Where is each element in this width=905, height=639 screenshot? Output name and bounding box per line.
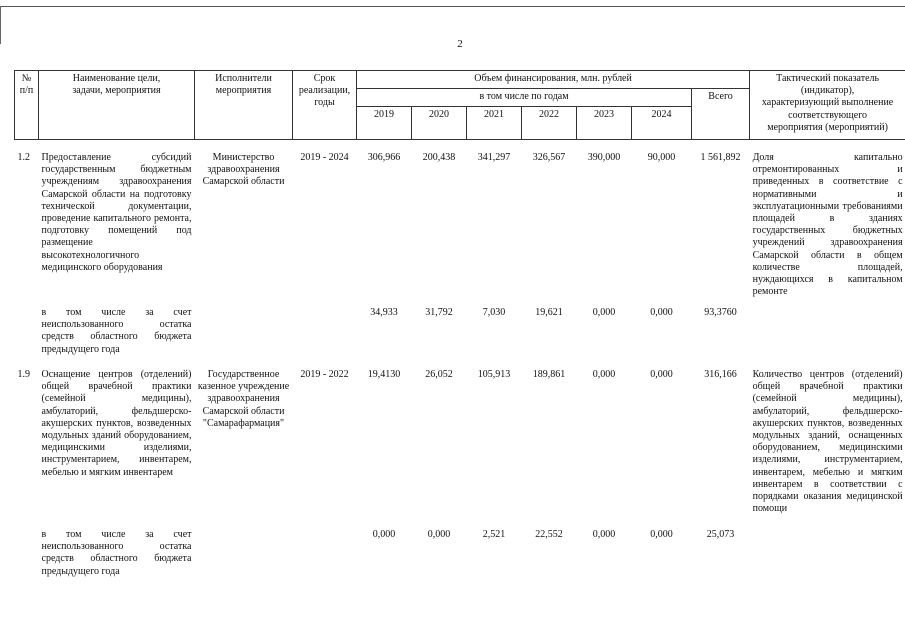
header-total: Всего: [692, 89, 750, 140]
table-row: [15, 357, 905, 529]
header-year: 2022: [522, 107, 577, 140]
row-value-2021: 105,913: [477, 369, 511, 380]
row-num: [15, 307, 39, 357]
page-number: 2: [457, 38, 463, 50]
row-value-2019: 0,000: [372, 529, 396, 540]
header-num: № п/п: [15, 71, 39, 140]
row-indicator: Количество центров (отделений) общей врачебной практики (семейной медицины), амбулаторий, фельдшерско-акушерских пунктов, возведенных модульных зданий, оснащенных оборудованием, медицинскими изделиями, инструментарием, инвентарем, мебелью и мягким инвентарем в соответствии с порядками оказания медицинской помощи: [752, 369, 903, 515]
table-row: [15, 140, 905, 308]
table-row: [15, 307, 905, 357]
row-value-2020: 200,438: [422, 152, 456, 163]
row-executor: Министерство здравоохранения Самарской области: [202, 152, 285, 188]
row-value-2019: 34,933: [370, 307, 398, 318]
row-executor: Государственное казенное учреждение здравоохранения Самарской области "Самарафармация": [197, 369, 290, 429]
row-period: [293, 529, 357, 579]
row-period: 2019 - 2022: [300, 369, 349, 380]
row-value-2021: 341,297: [477, 152, 511, 163]
header-by-years: в том числе по годам: [357, 89, 692, 107]
row-executor: [195, 529, 293, 579]
row-name: Оснащение центров (отделений) общей врачебной практики (семейной медицины), амбулаторий, фельдшерско-акушерских пунктов, возведенных модульных зданий оборудованием, медицинскими изделиями, инструментарием, инвентарем, мебелью и мягким инвентарем: [41, 369, 192, 478]
table-row: [15, 529, 905, 579]
row-value-2023: 0,000: [592, 307, 616, 318]
row-value-2024: 90,000: [647, 152, 676, 163]
header-year: 2023: [577, 107, 632, 140]
row-name: в том числе за счет неиспользованного остатка средств областного бюджета предыдущего года: [41, 307, 192, 355]
row-value-2020: 31,792: [425, 307, 453, 318]
header-funding: Объем финансирования, млн. рублей: [357, 71, 750, 89]
header-year: 2019: [357, 107, 412, 140]
header-indicator: Тактический показатель (индикатор), характеризующий выполнение соответствующего мероприятия (мероприятий): [750, 71, 905, 140]
row-value-2024: 0,000: [650, 307, 673, 318]
row-name: в том числе за счет неиспользованного остатка средств областного бюджета предыдущего года: [41, 529, 192, 577]
row-value-2019: 306,966: [367, 152, 401, 163]
row-value-2023: 0,000: [592, 369, 616, 380]
row-value-2022: 326,567: [532, 152, 566, 163]
row-value-2022: 189,861: [532, 369, 566, 380]
row-indicator: Доля капитально отремонтированных и приведенных в соответствие с нормативными и эксплуатационными требованиями площадей в зданиях государственных бюджетных учреждений здравоохранения Самарской области в общем количестве площадей, нуждающихся в капитальном ремонте: [752, 152, 903, 298]
row-period: 2019 - 2024: [300, 152, 349, 163]
row-total: 1 561,892: [700, 152, 741, 163]
row-indicator: [750, 529, 905, 579]
page-edge-left: [0, 6, 1, 44]
header-period: Срок реализации, годы: [293, 71, 357, 140]
row-total: 316,166: [704, 369, 737, 380]
row-num: 1.9: [17, 369, 30, 380]
row-total: 25,073: [706, 529, 735, 540]
funding-table: [14, 70, 905, 579]
row-num: 1.2: [17, 152, 30, 163]
header-executors: Исполнители мероприятия: [195, 71, 293, 140]
row-value-2020: 26,052: [425, 369, 453, 380]
row-value-2019: 19,4130: [367, 369, 401, 380]
header-year: 2024: [632, 107, 692, 140]
row-total: 93,3760: [704, 307, 737, 318]
row-executor: [195, 307, 293, 357]
row-period: [293, 307, 357, 357]
row-indicator: [750, 307, 905, 357]
row-value-2021: 7,030: [482, 307, 506, 318]
header-year: 2021: [467, 107, 522, 140]
row-value-2022: 22,552: [535, 529, 563, 540]
row-value-2024: 0,000: [650, 369, 673, 380]
row-name: Предоставление субсидий государственным бюджетным учреждениям здравоохранения Самарской области на подготовку технической документации, проведение капитального ремонта, подготовку помещений под размещение высокотехнологичного медицинского оборудования: [41, 152, 192, 273]
row-value-2023: 390,000: [587, 152, 621, 163]
header-year: 2020: [412, 107, 467, 140]
row-num: [15, 529, 39, 579]
header-goal: Наименование цели, задачи, мероприятия: [39, 71, 195, 140]
row-value-2024: 0,000: [650, 529, 673, 540]
row-value-2021: 2,521: [482, 529, 506, 540]
row-value-2020: 0,000: [427, 529, 451, 540]
row-value-2022: 19,621: [535, 307, 563, 318]
page-edge-top: [0, 6, 905, 7]
row-value-2023: 0,000: [592, 529, 616, 540]
